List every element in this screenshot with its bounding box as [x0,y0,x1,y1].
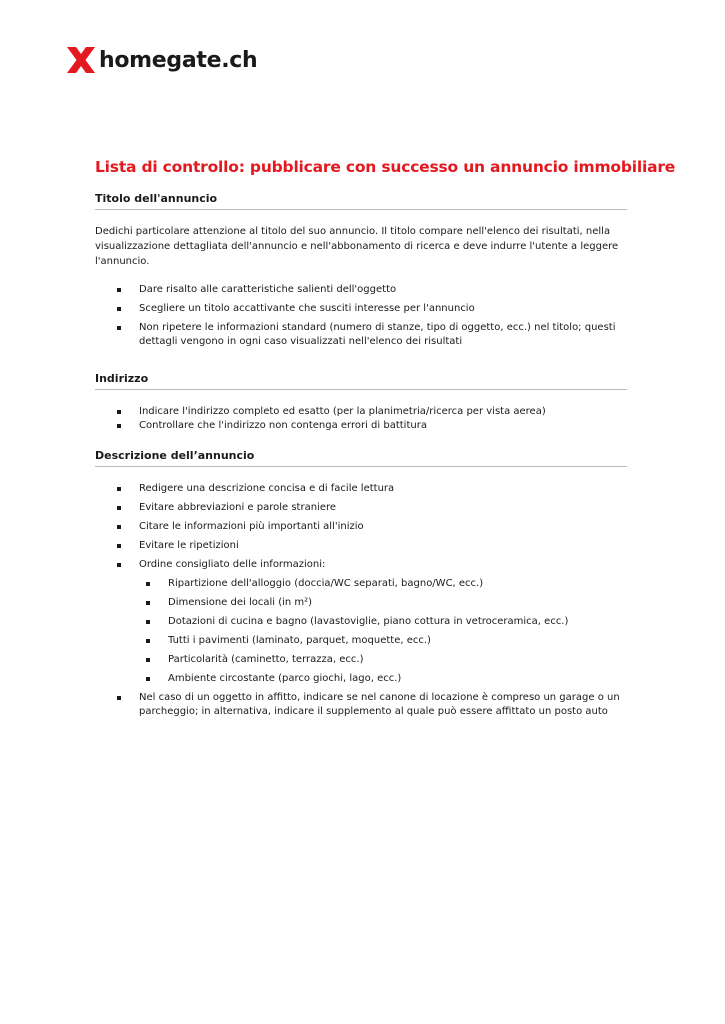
document-title: Lista di controllo: pubblicare con successo un annuncio immobiliare [95,158,676,176]
sub-bullet-list [95,577,627,686]
logo-text: homegate.ch [99,47,258,73]
list-item: Non ripetere le informazioni standard (numero di stanze, tipo di oggetto, ecc.) nel titolo; questi dettagli vengono in ogni caso visualizzati nell'elenco dei risultati [95,321,627,349]
list-item: Indicare l'indirizzo completo ed esatto (per la planimetria/ricerca per vista aerea) [95,405,627,419]
list-item: Evitare abbreviazioni e parole straniere [95,501,627,515]
list-item: Citare le informazioni più importanti all'inizio [95,520,627,534]
sub-list-item: Particolarità (caminetto, terrazza, ecc.) [95,653,627,667]
section-heading-indirizzo: Indirizzo [95,372,627,390]
sub-list-item: Dotazioni di cucina e bagno (lavastoviglie, piano cottura in vetroceramica, ecc.) [95,615,627,629]
list-item: Evitare le ripetizioni [95,539,627,553]
section-intro: Dedichi particolare attenzione al titolo del suo annuncio. Il titolo compare nell'elenco dei risultati, nella visualizzazione dettagliata dell'annuncio e nell'abbonamento di ricerca e deve indurre l'utente a leggere l'annuncio. [95,226,619,267]
list-item: Dare risalto alle caratteristiche salienti dell'oggetto [95,283,627,297]
sub-list-item: Ripartizione dell'alloggio (doccia/WC separati, bagno/WC, ecc.) [95,577,627,591]
list-item: Nel caso di un oggetto in affitto, indicare se nel canone di locazione è compreso un garage o un parcheggio; in alternativa, indicare il supplemento al quale può essere affittato un posto auto [95,691,627,719]
homegate-logo [67,47,257,73]
document-body [95,158,676,724]
list-item: Controllare che l'indirizzo non contenga errori di battitura [95,419,627,433]
list-item: Redigere una descrizione concisa e di facile lettura [95,482,627,496]
section-heading-descrizione: Descrizione dell’annuncio [95,449,627,467]
sub-list-item: Dimensione dei locali (in m²) [95,596,627,610]
bullet-list-descrizione [95,482,627,572]
sub-list-item: Tutti i pavimenti (laminato, parquet, moquette, ecc.) [95,634,627,648]
sub-list-item: Ambiente circostante (parco giochi, lago, ecc.) [95,672,627,686]
bullet-list-final [95,691,627,719]
list-item: Scegliere un titolo accattivante che susciti interesse per l'annuncio [95,302,627,316]
bullet-list-titolo [95,283,627,349]
section-heading-titolo: Titolo dell'annuncio [95,192,627,210]
x-mark-icon [67,47,95,73]
list-item: Ordine consigliato delle informazioni: [95,558,627,572]
bullet-list-indirizzo [95,405,627,433]
